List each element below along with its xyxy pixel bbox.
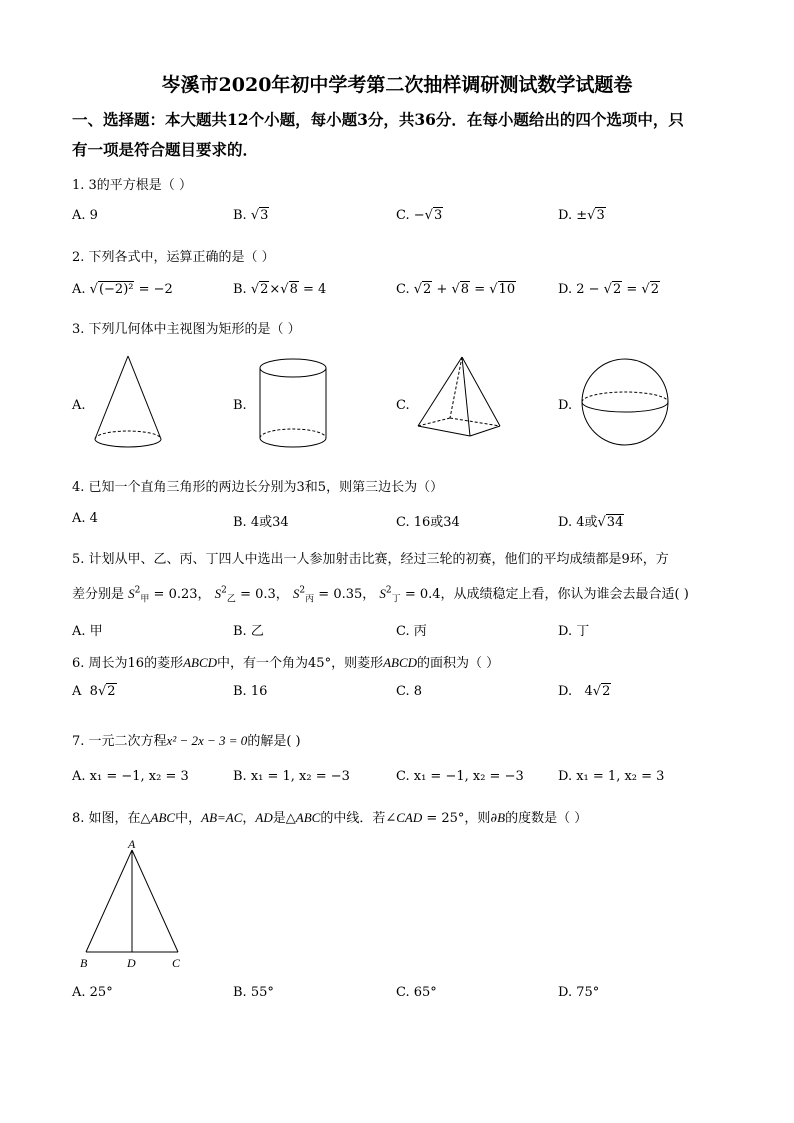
q1-option-d-sign: ± [576, 208, 588, 223]
q2-option-d-radicand-1: 2 [612, 282, 622, 297]
q2-option-c-radicand-2: 8 [460, 282, 470, 297]
q2-option-c: C. √2 + √8 = √10 [396, 282, 516, 297]
q5-s-yi-sub: 乙 [226, 594, 236, 605]
q5-stem-line2-end: ，从成绩稳定上看，你认为谁会去最合适( ) [440, 587, 689, 602]
q2-option-c-equals: = [474, 282, 486, 297]
q2-option-d-term: 2 − [576, 282, 600, 297]
q6-option-a-coef: 8 [89, 684, 98, 699]
q2-option-c-label: C. [396, 282, 410, 297]
q6-rhombus-name-1: ABCD [183, 655, 218, 670]
q2-stem: 2. 下列各式中，运算正确的是（ ） [72, 250, 275, 265]
q3-option-b: B. [233, 398, 247, 413]
q4-stem: 4. 已知一个直角三角形的两边长分别为3和5，则第三边长为（） [72, 480, 444, 495]
q1-option-d-label: D. [558, 208, 573, 223]
q8-option-b: B. 55° [233, 985, 274, 1000]
q2-option-c-radicand-3: 10 [498, 282, 516, 297]
q2-option-b-radicand-2: 8 [289, 282, 298, 297]
q5-s-bing-value: = 0.35 [318, 587, 363, 602]
q1-option-c-label: C. [396, 208, 410, 223]
q6-option-a-radicand: 2 [107, 684, 116, 699]
cone-figure [92, 354, 164, 450]
q8-option-c: C. 65° [396, 985, 437, 1000]
q2-option-b-result: = 4 [303, 282, 327, 297]
q2-option-c-radicand-1: 2 [423, 282, 432, 297]
q8-triangle-name-2: ABC [295, 810, 321, 825]
label-d: D [127, 956, 136, 970]
side-ac [132, 850, 178, 952]
q8-stem-part-3: 是△ [272, 811, 296, 826]
q2-option-a: A. √(−2)² = −2 [72, 282, 173, 297]
q1-option-d: D. ±√3 [558, 208, 605, 223]
side-ab [86, 850, 132, 952]
q1-option-b-radicand: 3 [260, 208, 269, 223]
q8-triangle-name-1: ABC [150, 810, 176, 825]
q6-rhombus-name-2: ABCD [383, 655, 418, 670]
q6-option-d-label: D. [558, 684, 573, 699]
q2-option-c-operator: + [436, 282, 448, 297]
page-title: 岑溪市2020年初中学考第二次抽样调研测试数学试题卷 [161, 74, 633, 96]
q4-option-a: A. 4 [72, 511, 98, 526]
q8-stem [72, 807, 587, 826]
q5-option-a: A. 甲 [72, 624, 103, 639]
q2-option-b-radicand-1: 2 [260, 282, 269, 297]
q1-option-c-sign: − [413, 208, 425, 223]
q2-option-b: B. √2×√8 = 4 [233, 282, 327, 297]
triangle-figure [74, 836, 194, 972]
q2-option-b-label: B. [233, 282, 247, 297]
q5-s-ding-value: = 0.4 [404, 587, 441, 602]
q5-s-bing-sub: 丙 [305, 594, 315, 605]
q5-s-jia-sub: 甲 [140, 594, 150, 605]
q6-option-a-label: A [72, 684, 82, 699]
q7-stem-start: 7. 一元二次方程 [72, 734, 167, 749]
q2-option-d: D. 2 − √2 = √2 [558, 282, 659, 297]
q2-option-a-label: A. [72, 282, 86, 297]
q4-option-c: C. 16或34 [396, 515, 460, 530]
q8-median-name: AD [255, 810, 273, 825]
q5-stem-line1: 5. 计划从甲、乙、丙、丁四人中选出一人参加射击比赛，经过三轮的初赛，他们的平均成绩都是9环，方 [72, 552, 669, 567]
q5-s-jia-value: = 0.23 [153, 587, 198, 602]
q7-equation: x² − 2x − 3 = 0 [166, 733, 248, 748]
q8-stem-start: 8. 如图，在△ [72, 811, 151, 826]
q1-option-c: C. −√3 [396, 208, 443, 223]
q6-stem-start: 6. 周长为16的菱形 [72, 656, 184, 671]
q6-stem-middle: 中，有一个角为45°，则菱形 [217, 656, 384, 671]
q1-option-c-radicand: 3 [433, 208, 443, 223]
sphere-figure [580, 356, 670, 448]
q1-stem: 1. 3的平方根是（ ） [72, 178, 192, 193]
q1-option-b: B. √3 [233, 208, 269, 223]
q6-option-b: B. 16 [233, 684, 268, 699]
q4-option-d: D. 4或√34 [558, 515, 624, 530]
q8-angle-name: CAD [396, 810, 423, 825]
q3-option-a: A. [72, 398, 86, 413]
q7-option-b: B. x₁ = 1, x₂ = −3 [233, 769, 350, 784]
q5-option-d: D. 丁 [558, 624, 590, 639]
q1-option-a: A. 9 [72, 208, 98, 223]
q3-option-d: D. [558, 398, 573, 413]
pyramid-figure [414, 354, 504, 446]
q5-variance-intro: 差分别是 [72, 587, 125, 602]
q5-option-c: C. 丙 [396, 624, 427, 639]
q1-option-b-label: B. [233, 208, 247, 223]
label-a: A [128, 837, 136, 851]
section-heading-line1: 一、选择题：本大题共12个小题，每小题3分，共36分．在每小题给出的四个选项中，只 [72, 110, 684, 129]
q4-option-d-label: D. 4或 [558, 515, 598, 530]
q8-option-a: A. 25° [72, 985, 113, 1000]
q8-stem-part-5: = 25°，则∂ [422, 811, 498, 826]
q6-option-d-radicand: 2 [602, 684, 611, 699]
q2-option-d-label: D. [558, 282, 573, 297]
q8-stem-part-4: 的中线．若∠ [320, 811, 397, 826]
q2-option-b-operator: × [269, 282, 281, 297]
q5-option-b: B. 乙 [233, 624, 264, 639]
q2-option-a-radicand: (−2)² [98, 282, 134, 297]
q8-stem-end: 的度数是（ ） [505, 811, 588, 826]
q8-equal-sides: AB=AC [201, 810, 243, 825]
q8-stem-part-2: ， [242, 811, 256, 826]
q7-option-a: A. x₁ = −1, x₂ = 3 [72, 769, 189, 784]
q5-s-ding-sub: 丁 [391, 594, 401, 605]
label-b: B [80, 956, 88, 970]
q7-option-d: D. x₁ = 1, x₂ = 3 [558, 769, 665, 784]
q7-stem [72, 730, 301, 749]
q2-option-d-radicand-2: 2 [650, 282, 659, 297]
q6-option-c: C. 8 [396, 684, 423, 699]
q2-option-d-equals: = [626, 282, 638, 297]
q6-option-d-coef: 4 [584, 684, 593, 699]
q6-option-d: D. 4√2 [558, 684, 611, 699]
q6-stem [72, 652, 499, 671]
q6-option-a: A 8√2 [72, 684, 116, 699]
section-heading-line2: 有一项是符合题目要求的． [72, 140, 259, 159]
q1-option-d-radicand: 3 [596, 208, 605, 223]
q7-stem-end: 的解是( ) [247, 734, 301, 749]
cylinder-figure [258, 356, 330, 452]
label-c: C [172, 956, 181, 970]
q5-stem-line2: 差分别是 $S^2_甲 = 0.23$， $S^2_乙 = 0.3$， $S^2_丙 = 0.35$， $S^2_丁 = 0.4$，从成绩稳定上看，你认为谁会去最合适( ) [72, 585, 689, 605]
q8-vertex-b: B [497, 810, 506, 825]
q6-stem-end: 的面积为（ ） [417, 656, 500, 671]
q2-option-a-result: = −2 [134, 282, 173, 297]
q7-option-c: C. x₁ = −1, x₂ = −3 [396, 769, 524, 784]
q5-s-yi-value: = 0.3 [240, 587, 276, 602]
q8-stem-part-1: 中， [175, 811, 202, 826]
q3-option-c: C. [396, 398, 410, 413]
q8-option-d: D. 75° [558, 985, 600, 1000]
q4-option-b: B. 4或34 [233, 515, 289, 530]
q3-stem: 3. 下列几何体中主视图为矩形的是（ ） [72, 322, 301, 337]
q4-option-d-radicand: 34 [606, 515, 624, 530]
